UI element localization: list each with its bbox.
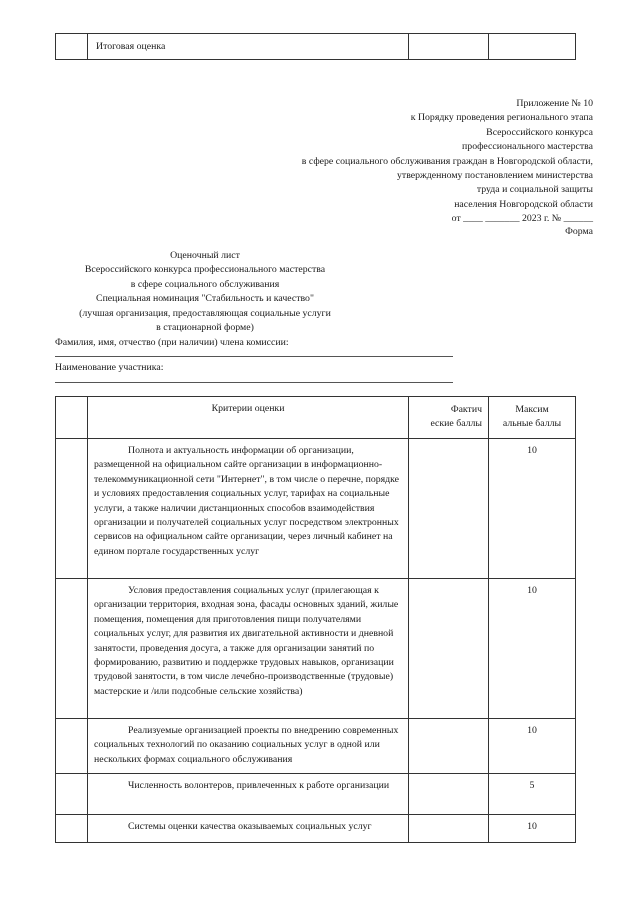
title-line: Специальная номинация "Стабильность и качество" — [96, 293, 314, 305]
appendix-line: профессионального мастерства — [462, 141, 593, 153]
appendix-line: населения Новгородской области — [454, 198, 593, 210]
max-score-cell: 10 — [489, 579, 576, 719]
row-num-cell — [56, 774, 88, 815]
header-num-cell — [56, 397, 88, 439]
appendix-block — [250, 97, 593, 227]
title-line: Оценочный лист — [170, 250, 240, 261]
header-max-line1: Максим — [515, 404, 549, 415]
criterion-cell — [88, 439, 409, 579]
actual-score-cell — [409, 579, 489, 719]
appendix-line: в сфере социального обслуживания граждан в Новгородской области, — [301, 155, 593, 167]
title-line: в стационарной форме) — [156, 322, 254, 334]
header-actual-line2: еские баллы — [430, 418, 482, 429]
max-score-cell: 10 — [489, 815, 576, 843]
row-num-cell — [56, 719, 88, 774]
actual-score-cell — [409, 774, 489, 815]
row-num-cell — [56, 815, 88, 843]
actual-score-cell — [409, 719, 489, 774]
total-score-row — [56, 34, 576, 60]
table-row — [56, 579, 576, 719]
actual-score-cell — [409, 439, 489, 579]
total-score-num-cell — [56, 34, 88, 60]
participant-line — [55, 382, 453, 383]
header-criteria: Критерии оценки — [88, 397, 409, 439]
header-actual — [409, 397, 489, 439]
max-score-cell: 10 — [489, 719, 576, 774]
member-name-line — [55, 356, 453, 357]
header-max — [489, 397, 576, 439]
table-row — [56, 815, 576, 843]
member-name-label: Фамилия, имя, отчество (при наличии) члена комиссии: — [55, 337, 289, 348]
appendix-line: утвержденному постановлением министерства — [397, 170, 593, 182]
row-num-cell — [56, 579, 88, 719]
total-score-table — [55, 33, 576, 60]
table-header-row — [56, 397, 576, 439]
criterion-text: Реализуемые организацией проекты по внедрению современных социальных технологий по оказанию социальных услуг в одной или нескольких формах социального обслуживания — [94, 725, 399, 765]
total-score-max-cell — [489, 34, 576, 60]
appendix-line: Всероссийского конкурса — [486, 126, 593, 138]
total-score-actual-cell — [409, 34, 489, 60]
criteria-table — [55, 396, 576, 843]
criterion-text: Условия предоставления социальных услуг (прилегающая к организации территория, входная зона, фасады основных зданий, жилые помещения, помещения для приготовления пищи получателями социальных услуг, для развития их двигательной активности и дневной занятости, проведения досуга, а также для организации занятий по формированию, развитию и поддержке трудовых навыков, организации трудовой занятости, в том числе лечебно-производственные (трудовые) мастерские и /или подсобные сельские хозяйства) — [94, 585, 399, 697]
max-score-cell: 5 — [489, 774, 576, 815]
table-row — [56, 774, 576, 815]
criterion-cell — [88, 815, 409, 843]
total-score-label: Итоговая оценка — [88, 34, 409, 60]
criterion-text: Численность волонтеров, привлеченных к работе организации — [128, 780, 390, 791]
title-line: Всероссийского конкурса профессионального мастерства — [84, 264, 326, 276]
appendix-line: от ____ _______ 2023 г. № ______ — [451, 213, 593, 225]
participant-label: Наименование участника: — [55, 362, 164, 373]
criterion-text: Полнота и актуальность информации об организации, размещенной на официальном сайте организации в информационно-телекоммуникационной сети "Интернет", в том числе о перечне, порядке и условиях предоставления социальных услуг, тарифах на социальные услуги, а также наличии дистанционных способов взаимодействия организации и получателей социальных услуг посредством электронных сервисов на официальном сайте организации, через личный кабинет на едином портале государственных услуг — [94, 445, 399, 557]
title-line: (лучшая организация, предоставляющая социальные услуги — [79, 307, 331, 319]
appendix-line: к Порядку проведения регионального этапа — [410, 112, 593, 124]
table-row — [56, 439, 576, 579]
max-score-cell: 10 — [489, 439, 576, 579]
table-row — [56, 719, 576, 774]
criterion-cell — [88, 579, 409, 719]
criterion-text: Системы оценки качества оказываемых социальных услуг — [128, 821, 372, 832]
actual-score-cell — [409, 815, 489, 843]
title-line: в сфере социального обслуживания — [130, 278, 280, 290]
appendix-line: Приложение № 10 — [516, 98, 593, 109]
criterion-cell — [88, 719, 409, 774]
form-label: Форма — [565, 226, 593, 237]
row-num-cell — [56, 439, 88, 579]
header-actual-line1: Фактич — [450, 404, 482, 415]
criterion-cell — [88, 774, 409, 815]
document-title — [55, 249, 355, 335]
header-max-line2: альные баллы — [502, 418, 562, 429]
appendix-line: труда и социальной защиты — [476, 184, 593, 196]
